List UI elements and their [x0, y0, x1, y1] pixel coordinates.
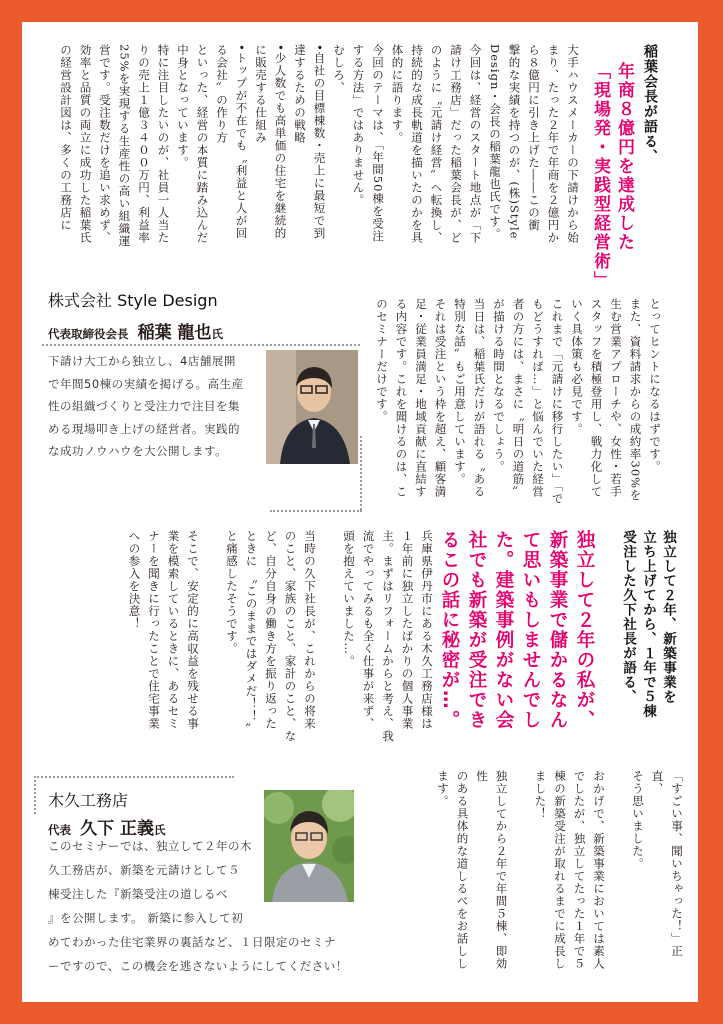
profile1-description: 下請け大工から独立し、4店舗展開 で年間50棟の実績を掲げる。高生産 性の組織づくりと受注力で注目を集 める現場叩き上げの経営者。実践的 な成功ノウハウを大公開します。: [48, 354, 244, 458]
profile1-divider-bottom: [270, 510, 362, 512]
profile2-role: 代表: [48, 823, 71, 837]
profile2-divider-top: [34, 776, 234, 778]
profile-card-inaba: [34, 288, 366, 518]
profile2-company: 木久工務店: [48, 791, 129, 810]
profile2-photo: [264, 790, 354, 902]
section1-column-lower: とってヒントになるはずです。 また、資料請求からの成約率30%を 生む営業アプローチや、女性・若手 スタッフを積極登用し、戦力化して いく具体策も必見です。 これまで「元請けに移行したい」「で もどうすれば…」と悩んでいた経営 者の方には、まさに〝明日の道筋〟 が描ける時間となるでしょう。 当日は、稲葉氏だけが語れる〝ある 特別な話〟もご用意しています。 それは受注という枠を超え、顧客満 足・従業員満足・地域貢献に直結す る内容です。これを聞けるのは、こ のセミナーだけです。: [375, 298, 662, 505]
profile1-company: 株式会社 Style Design: [48, 291, 218, 310]
profile1-suffix: 氏: [211, 327, 224, 341]
profile-card-kuge: [34, 776, 366, 976]
profile1-divider: [42, 344, 360, 346]
section2-heading-pink: 独立して２年の私が、 新築事業で儲かるなん て思いもしませんでし た。建築事例がない会 社でも新築が受注でき るこの話に秘密が…。: [439, 530, 595, 730]
section1-heading-black: 稲葉会長が語る、: [642, 44, 658, 164]
section2-heading-black: 独立して２年、新築事業を 立ち上げてから、１年で５棟 受注した久下社長が語る、: [620, 530, 676, 719]
section1-heading-pink: 年商８億円を達成した 「現場発・実践型経営術」: [590, 62, 634, 290]
profile2-description: このセミナーでは、独立して２年の木 久工務店が、新築を元請けとして５ 棟受注した『新築受注の道しるべ 』を公開します。 新築に参入して初 めてわかった住宅業界の裏話など、１日限定のセミナ ーですので、この機会を逃さないようにしてください！: [48, 839, 348, 973]
section2-column-lower: 「すごい事、聞いちゃった！」正直、 そう思いました。 おかげで、新築事業においては素人 でしたが、独立してたった１年で５ 棟の新築受注が取れるまでに成長し ました！ 独立してから２年で年間５棟、即効性 のある具体的な道しるべをお話しし ます。: [436, 770, 684, 970]
profile2-name: 久下 正義: [80, 819, 155, 839]
profile2-divider-left: [34, 776, 36, 814]
section1-column-upper: 大手ハウスメーカーの下請けから始 まり、たった２年で年商を２億円か ら８億円に引き上げた――この衝 撃的な実績を持つのが、(株)Style Design・会長の稲葉龍也氏です。 今回は、経営のスタート地点が「下 請け工務店」だった稲葉会長が、ど のように〝元請け経営〟へ転換し、 持続的な成長軌道を描いたのかを具 体的に語ります。 今回のテーマは、「年間50棟を受注 する方法」ではありません。 むしろ、 •自社の目標棟数・売上に最短で到 達するための戦略 •少人数でも高単価の住宅を継続的 に販売する仕組み •トップが不在でも〝利益と人が回 る会社〟の作り方 といった、経営の本質に踏み込んだ 中身となっています。 特に注目したいのが、社員一人当た りの売上１億３４００万円、利益率 25%を実現する生産性の高い組織運 営です。受注数だけを追い求めず、 効率と品質の両立に成功した稲葉氏 の経営設計図は、多くの工務店に: [59, 44, 580, 248]
profile1-role: 代表取締役会長: [48, 327, 129, 341]
profile2-suffix: 氏: [154, 823, 166, 837]
profile1-photo: [266, 350, 358, 464]
section2-column-upper: 兵庫県伊丹市にある木久工務店様は １年前に独立したばかりの個人事業 主。まずはリフォームからと考え、我 流でやってみるも全く仕事が来ず、 頭を抱えていました…。 当時の久下社長が、これからの将来 のこと、家族のこと、家計のこと、な ど、自分自身の働き方を振り返った ときに 〝このままではダメだ！！〟 と痛感したそうです。 そこで、安定的に高収益を残せる事 業を模索しているときに、あるセミ ナーを聞きに行ったことで住宅事業 への参入を決意！: [127, 530, 434, 743]
profile1-divider-right: [360, 436, 362, 510]
profile1-name-line: [48, 318, 223, 343]
profile1-name: 稲葉 龍也: [137, 323, 212, 343]
